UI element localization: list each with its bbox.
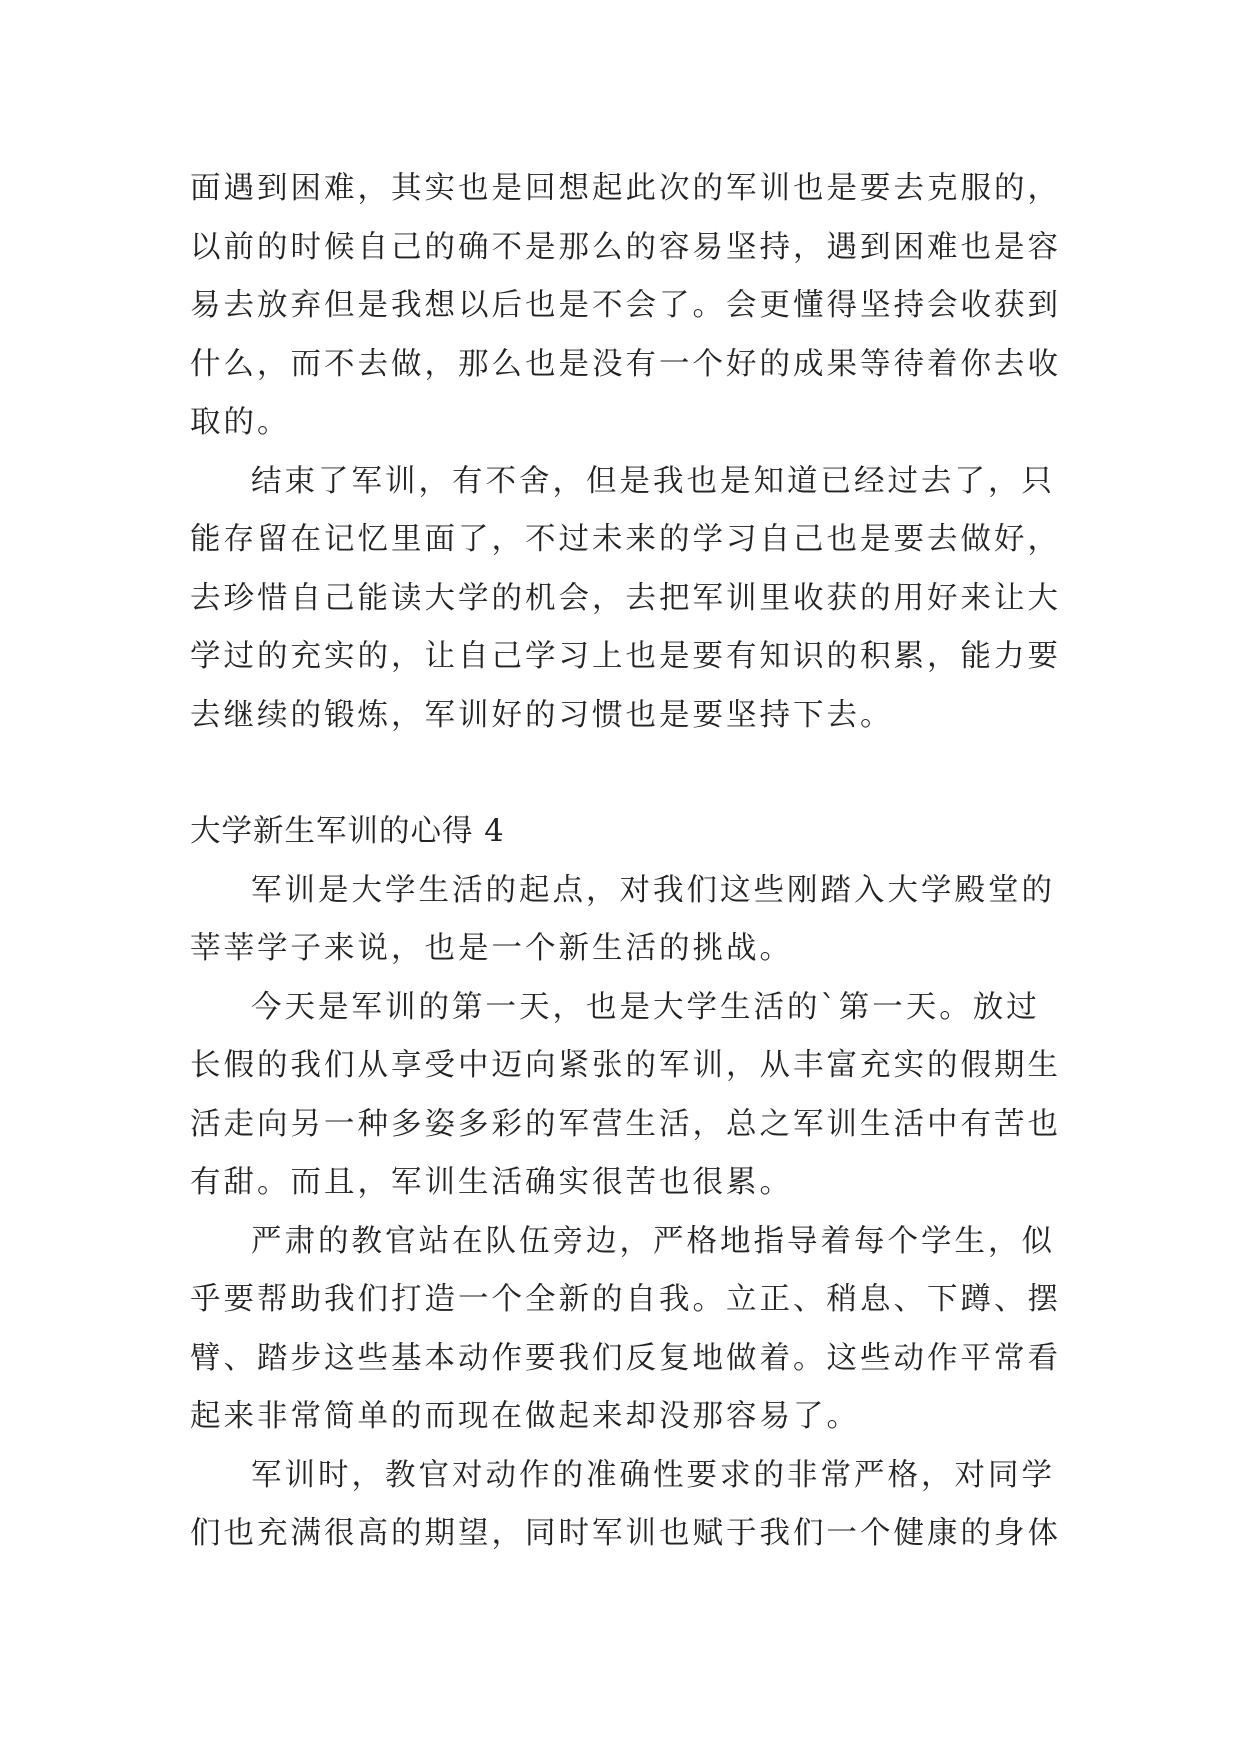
text-line: 莘莘学子来说，也是一个新生活的挑战。	[190, 931, 793, 966]
paragraph-6	[190, 1447, 1061, 1564]
text-line: 军训是大学生活的起点，对我们这些刚踏入大学殿堂的	[251, 872, 1055, 908]
text-line: 取的。	[190, 405, 291, 440]
text-line: 严肃的教官站在队伍旁边，严格地指导着每个学生，似	[251, 1223, 1055, 1259]
paragraph-1	[190, 160, 1061, 453]
text-line: 长假的我们从享受中迈向紧张的军训，从丰富充实的假期生	[190, 1048, 1061, 1083]
paragraph-2	[190, 453, 1061, 746]
text-line: 今天是军训的第一天，也是大学生活的`第一天。放过	[251, 989, 1040, 1025]
text-line: 乎要帮助我们打造一个全新的自我。立正、稍息、下蹲、摆	[190, 1282, 1061, 1317]
text-line: 军训时，教官对动作的准确性要求的非常严格，对同学	[251, 1457, 1055, 1493]
text-line: 去继续的锻炼，军训好的习惯也是要坚持下去。	[190, 697, 894, 733]
section-gap	[190, 745, 1052, 803]
text-line: 有甜。而且，军训生活确实很苦也很累。	[190, 1165, 793, 1200]
paragraph-3	[190, 862, 1055, 979]
text-line: 面遇到困难，其实也是回想起此次的军训也是要去克服的，	[190, 171, 1061, 206]
section-heading: 大学新生军训的心得 4	[190, 814, 505, 849]
text-line: 们也充满很高的期望，同时军训也赋于我们一个健康的身体	[190, 1516, 1061, 1551]
text-line: 能存留在记忆里面了，不过未来的学习自己也是要去做好，	[190, 522, 1061, 557]
text-line: 活走向另一种多姿多彩的军营生活，总之军训生活中有苦也	[190, 1106, 1061, 1142]
text-line: 结束了军训，有不舍，但是我也是知道已经过去了，只	[251, 463, 1055, 499]
text-line: 去珍惜自己能读大学的机会，去把军训里收获的用好来让大	[190, 580, 1061, 616]
document-body	[190, 160, 1061, 1564]
text-line: 什么，而不去做，那么也是没有一个好的成果等待着你去收	[190, 346, 1061, 382]
paragraph-4	[190, 979, 1061, 1213]
text-line: 起来非常简单的而现在做起来却没那容易了。	[190, 1399, 860, 1434]
text-line: 以前的时候自己的确不是那么的容易坚持，遇到困难也是容	[190, 229, 1061, 265]
text-line: 学过的充实的，让自己学习上也是要有知识的积累，能力要	[190, 639, 1061, 674]
text-line: 易去放弃但是我想以后也是不会了。会更懂得坚持会收获到	[190, 288, 1061, 323]
text-line: 臂、踏步这些基本动作要我们反复地做着。这些动作平常看	[190, 1340, 1061, 1376]
paragraph-5	[190, 1213, 1061, 1447]
